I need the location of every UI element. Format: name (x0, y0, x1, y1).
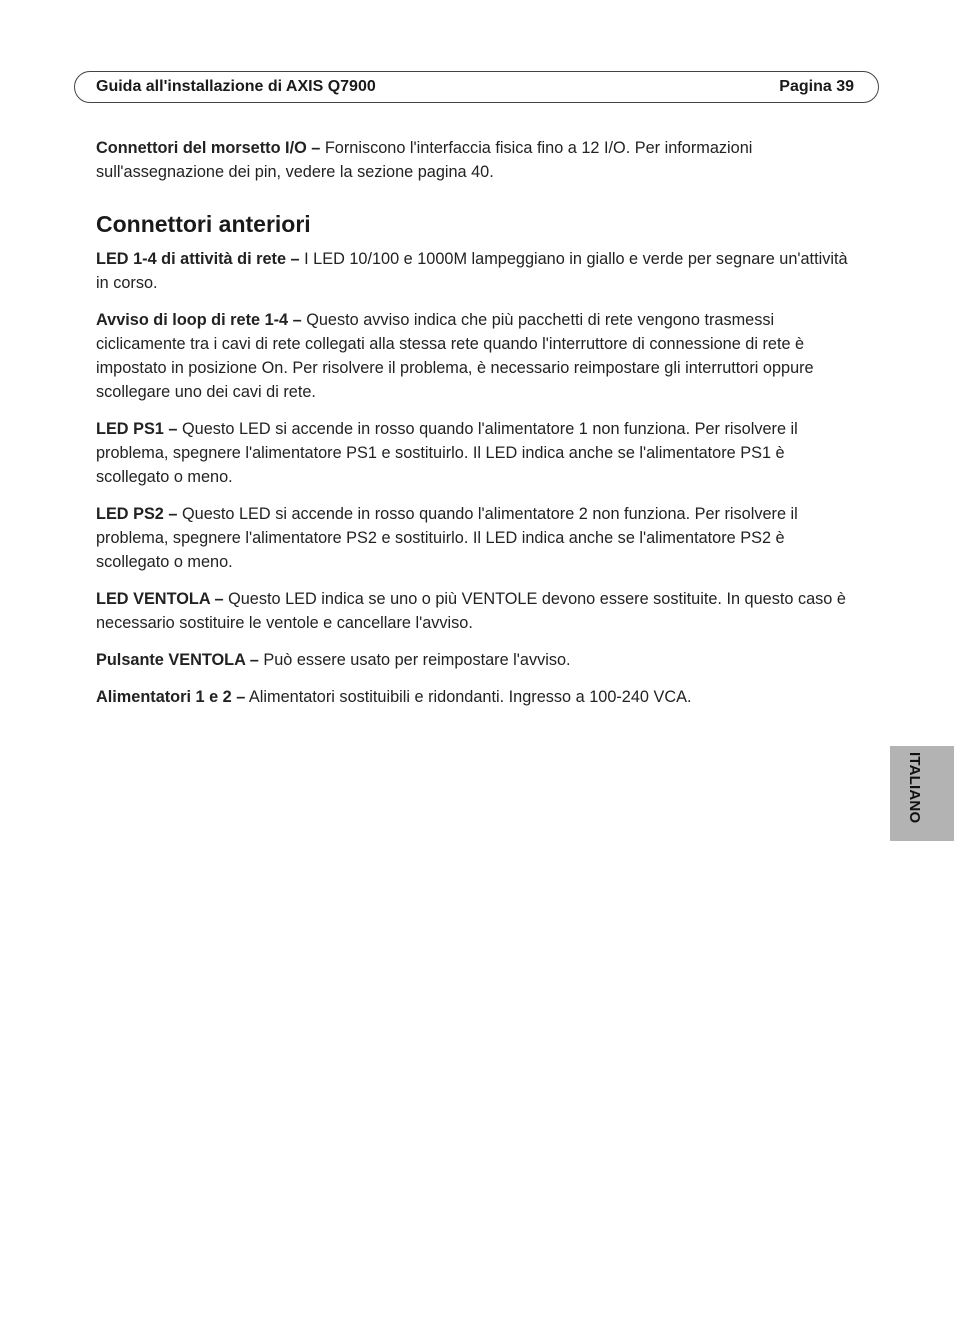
definition-text: Questo avviso indica che più pacchetti di rete vengono trasmessi ciclicamente tra i cavi di rete collegati alla stessa rete quando l'interruttore di connessione di rete è impostato in posizione On. Per risolvere il problema, è necessario reimpostare gli interruttori oppure scollegare uno dei cavi di rete. (96, 311, 814, 401)
definition-item (96, 308, 858, 404)
definition-text: Questo LED si accende in rosso quando l'alimentatore 2 non funziona. Per risolvere il problema, spegnere l'alimentatore PS2 e sostituirlo. Il LED indica anche se l'alimentatore PS2 è scollegato o meno. (96, 505, 798, 571)
definition-item (96, 685, 858, 709)
intro-paragraph (96, 136, 858, 184)
definition-text: Questo LED si accende in rosso quando l'alimentatore 1 non funziona. Per risolvere il problema, spegnere l'alimentatore PS1 e sostituirlo. Il LED indica anche se l'alimentatore PS1 è scollegato o meno. (96, 420, 798, 486)
definition-item (96, 417, 858, 489)
definition-item (96, 502, 858, 574)
page-header (74, 71, 879, 103)
definition-term: LED PS2 – (96, 505, 178, 523)
language-tab-label: ITALIANO (906, 752, 923, 824)
document-title: Guida all'installazione di AXIS Q7900 (96, 78, 376, 95)
page-content (96, 136, 858, 722)
page-number: Pagina 39 (779, 78, 854, 95)
definition-term: LED 1-4 di attività di rete – (96, 250, 300, 268)
definition-text: Alimentatori sostituibili e ridondanti. Ingresso a 100-240 VCA. (245, 688, 692, 706)
definition-text: Può essere usato per reimpostare l'avviso. (258, 651, 571, 669)
intro-text: Forniscono l'interfaccia fisica fino a 12 I/O. Per informazioni sull'assegnazione dei pin, vedere la sezione pagina 40. (96, 139, 753, 181)
definition-term: Avviso di loop di rete 1-4 – (96, 311, 302, 329)
definition-term: LED PS1 – (96, 420, 178, 438)
definition-item (96, 648, 858, 672)
definition-text: Questo LED indica se uno o più VENTOLE devono essere sostituite. In questo caso è necessario sostituire le ventole e cancellare l'avviso. (96, 590, 846, 632)
definition-text: I LED 10/100 e 1000M lampeggiano in giallo e verde per segnare un'attività in corso. (96, 250, 848, 292)
section-heading: Connettori anteriori (96, 211, 311, 237)
definition-item (96, 247, 858, 295)
intro-term: Connettori del morsetto I/O – (96, 139, 321, 157)
definition-term: LED VENTOLA – (96, 590, 224, 608)
definition-item (96, 587, 858, 635)
language-tab (890, 746, 954, 841)
definition-term: Alimentatori 1 e 2 – (96, 688, 246, 706)
definition-term: Pulsante VENTOLA – (96, 651, 259, 669)
